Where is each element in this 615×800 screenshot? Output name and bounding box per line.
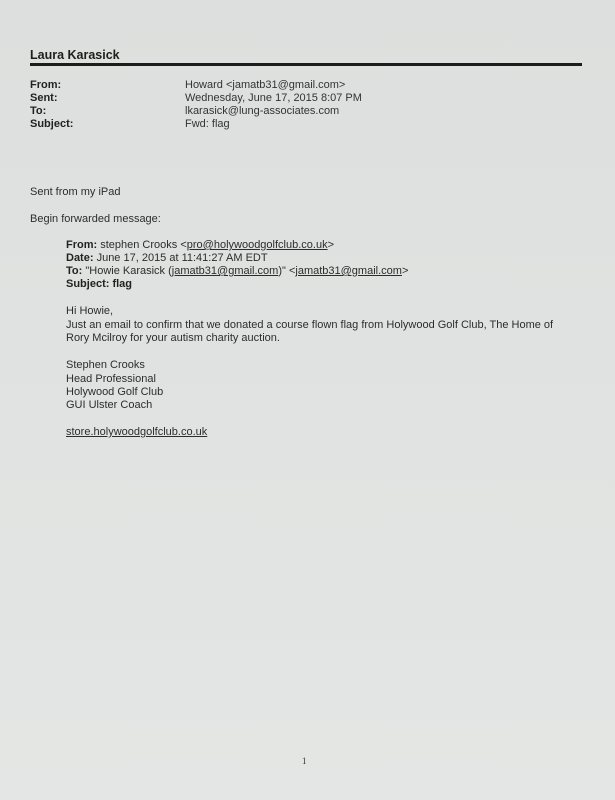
subject-value: Fwd: flag bbox=[185, 118, 230, 130]
from-label: From: bbox=[30, 79, 62, 91]
forwarded-to-line bbox=[66, 265, 408, 279]
email-subject-row bbox=[30, 118, 590, 132]
subject-label: Subject: bbox=[30, 118, 74, 130]
forwarded-to-label: To: bbox=[66, 265, 83, 277]
forwarded-to-email-link-2[interactable]: jamatb31@gmail.com bbox=[295, 265, 402, 277]
forwarded-from-email-link[interactable]: pro@holywoodgolfclub.co.uk bbox=[186, 239, 328, 251]
forwarded-to-email-link-1[interactable]: jamatb31@gmail.com bbox=[171, 265, 279, 277]
sent-label: Sent: bbox=[30, 92, 58, 104]
page-number: 1 bbox=[302, 756, 307, 766]
email-sent-row bbox=[30, 92, 590, 106]
store-link[interactable]: store.holywoodgolfclub.co.uk bbox=[66, 426, 208, 438]
forwarded-from-line bbox=[66, 239, 334, 253]
forwarded-date-value: June 17, 2015 at 11:41:27 AM EDT bbox=[93, 252, 268, 264]
to-value: lkarasick@lung-associates.com bbox=[185, 105, 340, 117]
forwarded-to-close: > bbox=[401, 265, 409, 277]
message-line-2: Rory Mcilroy for your autism charity auction. bbox=[66, 332, 280, 344]
email-to-row bbox=[30, 105, 590, 119]
signature-name: Stephen Crooks bbox=[66, 359, 145, 371]
forwarded-to-prefix: "Howie Karasick ( bbox=[82, 265, 172, 277]
mailbox-owner-name: Laura Karasick bbox=[30, 48, 120, 62]
forwarded-date-label: Date: bbox=[66, 252, 94, 264]
sent-value: Wednesday, June 17, 2015 8:07 PM bbox=[185, 92, 362, 104]
forwarded-subject-line: Subject: flag bbox=[66, 278, 133, 290]
from-value: Howard <jamatb31@gmail.com> bbox=[185, 79, 346, 91]
header-divider bbox=[30, 63, 582, 66]
forwarded-date-line bbox=[66, 252, 268, 266]
signature-title: Head Professional bbox=[66, 373, 156, 385]
forwarded-from-label: From: bbox=[66, 239, 98, 251]
to-label: To: bbox=[30, 105, 47, 117]
signature-club: Holywood Golf Club bbox=[66, 386, 164, 398]
forwarded-to-middle: )" < bbox=[278, 265, 296, 277]
begin-forwarded-message: Begin forwarded message: bbox=[30, 213, 161, 225]
forwarded-from-close: > bbox=[327, 239, 335, 251]
sent-from-ipad: Sent from my iPad bbox=[30, 186, 121, 198]
signature-coach: GUI Ulster Coach bbox=[66, 399, 153, 411]
message-line-1: Just an email to confirm that we donated a course flown flag from Holywood Golf Club, The Home of bbox=[66, 319, 554, 331]
message-greeting: Hi Howie, bbox=[66, 305, 114, 317]
forwarded-from-name: stephen Crooks < bbox=[97, 239, 187, 251]
email-from-row bbox=[30, 79, 590, 93]
